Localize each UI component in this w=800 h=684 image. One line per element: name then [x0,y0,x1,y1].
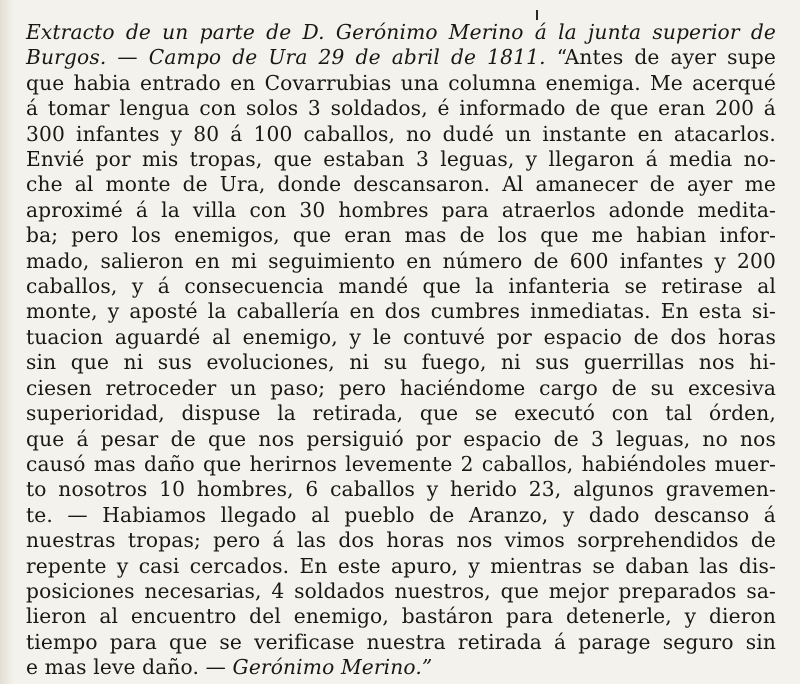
text-line: aproximé á la villa con 30 hombres para atraerlos adonde medita- [26,197,776,222]
text-line: sin que ni sus evoluciones, ni su fuego, ni sus guerrillas nos hi- [26,350,776,375]
article-text [26,20,776,681]
text-line: posiciones necesarias, 4 soldados nuestros, que mejor preparados sa- [26,578,776,603]
text-line: ba; pero los enemigos, que eran mas de los que me habian infor- [26,223,776,248]
closing-line [26,655,776,680]
article-place-date-line [26,45,776,70]
text-line: mado, salieron en mi seguimiento en número de 600 infantes y 200 [26,248,776,273]
signature: Gerónimo Merino.” [232,655,433,680]
text-line: tiempo para que se verificase nuestra retirada á parage seguro sin [26,629,776,654]
text-line: que habia entrado en Covarrubias una columna enemiga. Me acerqué [26,70,776,95]
page-edge-shadow [0,0,14,684]
closing-text: e mas leve daño. — [26,655,233,680]
text-line: á tomar lengua con solos 3 soldados, é informado de que eran 200 á [26,96,776,121]
text-line: causó mas daño que herirnos levemente 2 caballos, habiéndoles muer- [26,451,776,476]
text-line: ciesen retroceder un paso; pero haciéndome cargo de su excesiva [26,375,776,400]
text-line: 300 infantes y 80 á 100 caballos, no dudé un instante en atacarlos. [26,121,776,146]
text-line: to nosotros 10 hombres, 6 caballos y herido 23, algunos gravemen- [26,477,776,502]
text-line: nuestras tropas; pero á las dos horas nos vimos sorprehendidos de [26,528,776,553]
text-line: monte, y aposté la caballería en dos cumbres inmediatas. En esta si- [26,299,776,324]
text-line: caballos, y á consecuencia mandé que la infanteria se retirase al [26,274,776,299]
text-line: tuacion aguardé al enemigo, y le contuvé por espacio de dos horas [26,324,776,349]
opening-quote: “Antes de ayer supe [556,45,776,70]
text-line: te. — Habiamos llegado al pueblo de Aranzo, y dado descanso á [26,502,776,527]
text-line: superioridad, dispuse la retirada, que se executó con tal órden, [26,401,776,426]
text-line: que á pesar de que nos persiguió por espacio de 3 leguas, no nos [26,426,776,451]
text-line: che al monte de Ura, donde descansaron. Al amanecer de ayer me [26,172,776,197]
article-heading: Extracto de un parte de D. Gerónimo Merino á la junta superior de [26,20,776,44]
text-line: lieron al encuentro del enemigo, bastáron para detenerle, y dieron [26,604,776,629]
place-date: Burgos. — Campo de Ura 29 de abril de 1811. [26,45,546,70]
text-line: repente y casi cercados. En este apuro, y mientras se daban las dis- [26,553,776,578]
text-line: Envié por mis tropas, que estaban 3 leguas, y llegaron á media no- [26,147,776,172]
print-mark [536,10,538,20]
article-heading-line [26,20,776,45]
